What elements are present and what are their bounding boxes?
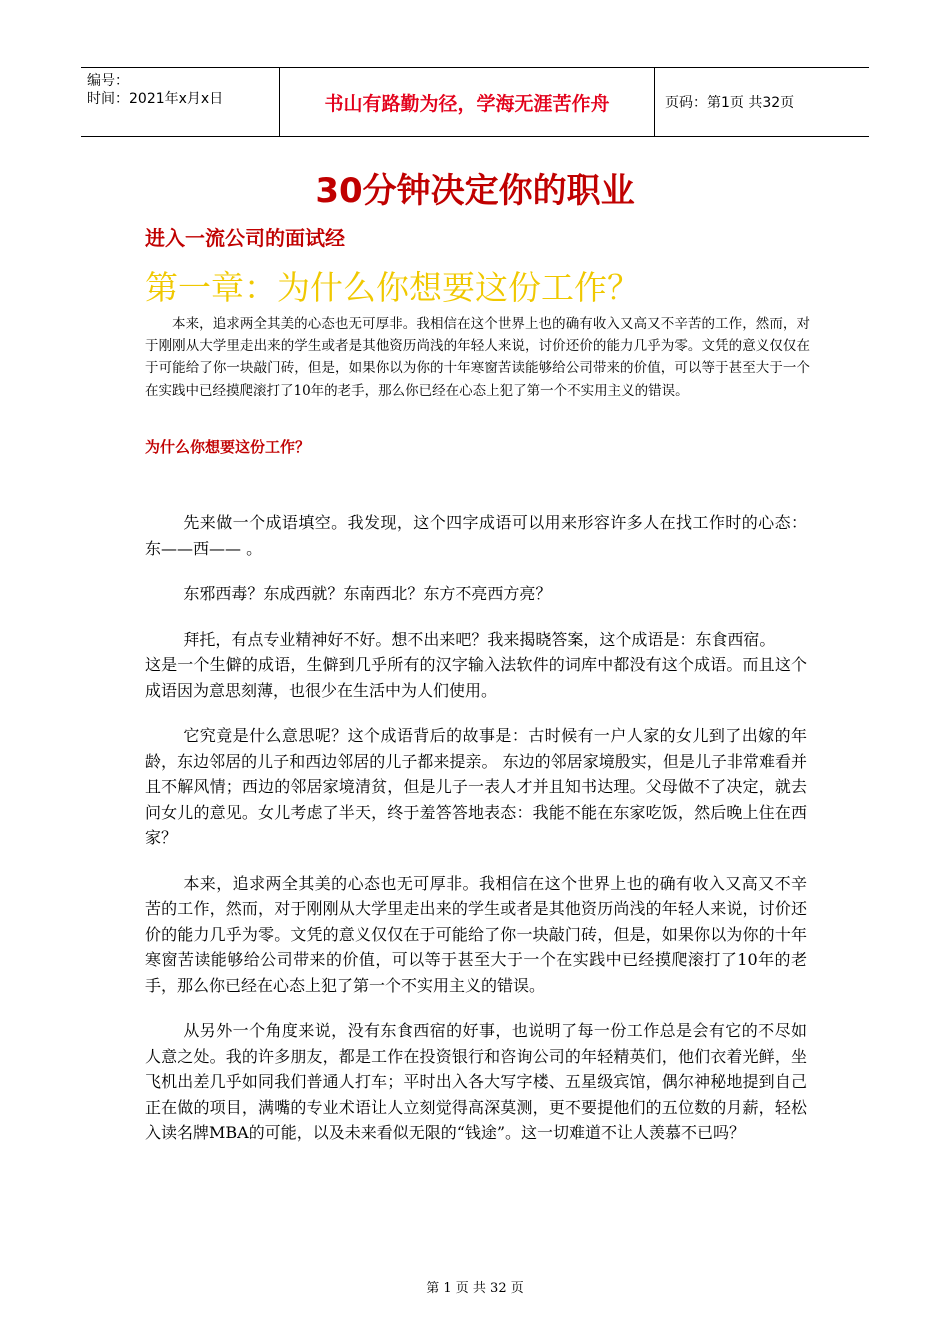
chapter-heading: 第一章：为什么你想要这份工作？: [145, 268, 640, 307]
paragraph: 它究竟是什么意思呢？这个成语背后的故事是：古时候有一户人家的女儿到了出嫁的年龄，东边邻居的儿子和西边邻居的儿子都来提亲。 东边的邻居家境殷实，但是儿子非常难看并且不解风情；西边的邻居家境清贫，但是儿子一表人才并且知书达理。父母做不了决定，就去问女儿的意见。女儿考虑了半天，终于羞答答地表态：我能不能在东家吃饭，然后晚上住在西家？: [145, 726, 807, 847]
document-title: 30分钟决定你的职业: [315, 171, 635, 211]
header-meta: [81, 68, 280, 136]
document-time-label: 时间：2021年x月x日: [87, 91, 224, 107]
paragraph: 东邪西毒？东成西就？东南西北？东方不亮西方亮？: [183, 584, 552, 603]
header-motto: 书山有路勤为径，学海无涯苦作舟: [280, 68, 655, 136]
header-page-info: 页码：第1页 共32页: [665, 95, 795, 111]
intro-paragraph: 本来，追求两全其美的心态也无可厚非。我相信在这个世界上也的确有收入又高又不辛苦的工作，然而，对于刚刚从大学里走出来的学生或者是其他资历尚浅的年轻人来说，讨价还价的能力几乎为零。文凭的意义仅仅在于可能给了你一块敲门砖，但是，如果你以为你的十年寒窗苦读能够给公司带来的价值，可以等于甚至大于一个在实践中已经摸爬滚打了10年的老手，那么你已经在心态上犯了第一个不实用主义的错误。: [145, 316, 810, 399]
paragraph: 这是一个生僻的成语，生僻到几乎所有的汉字输入法软件的词库中都没有这个成语。而且这个成语因为意思刻薄，也很少在生活中为人们使用。: [145, 655, 807, 700]
document-subtitle: 进入一流公司的面试经: [145, 226, 345, 250]
paragraph: 先来做一个成语填空。我发现，这个四字成语可以用来形容许多人在找工作时的心态：东——西—— 。: [145, 513, 807, 558]
paragraph: 拜托，有点专业精神好不好。想不出来吧？我来揭晓答案，这个成语是：东食西宿。: [183, 629, 776, 649]
paragraph: 从另外一个角度来说，没有东食西宿的好事，也说明了每一份工作总是会有它的不尽如人意之处。我的许多朋友，都是工作在投资银行和咨询公司的年轻精英们，他们衣着光鲜，坐飞机出差几乎如同我们普通人打车；平时出入各大写字楼、五星级宾馆，偶尔神秘地提到自己正在做的项目，满嘴的专业术语让人立刻觉得高深莫测，更不要提他们的五位数的月薪，轻松入读名牌MBA的可能，以及未来看似无限的“钱途”。这一切难道不让人羡慕不已吗？: [145, 1021, 807, 1142]
page-footer: 第 1 页 共 32 页: [426, 1281, 524, 1296]
body-text: [145, 510, 807, 1166]
section-heading: 为什么你想要这份工作？: [145, 438, 311, 456]
page-header: [81, 67, 869, 137]
document-number-label: 编号：: [87, 73, 129, 89]
paragraph: 本来，追求两全其美的心态也无可厚非。我相信在这个世界上也的确有收入又高又不辛苦的工作，然而，对于刚刚从大学里走出来的学生或者是其他资历尚浅的年轻人来说，讨价还价的能力几乎为零。文凭的意义仅仅在于可能给了你一块敲门砖，但是，如果你以为你的十年寒窗苦读能够给公司带来的价值，可以等于甚至大于一个在实践中已经摸爬滚打了10年的老手，那么你已经在心态上犯了第一个不实用主义的错误。: [145, 873, 807, 995]
